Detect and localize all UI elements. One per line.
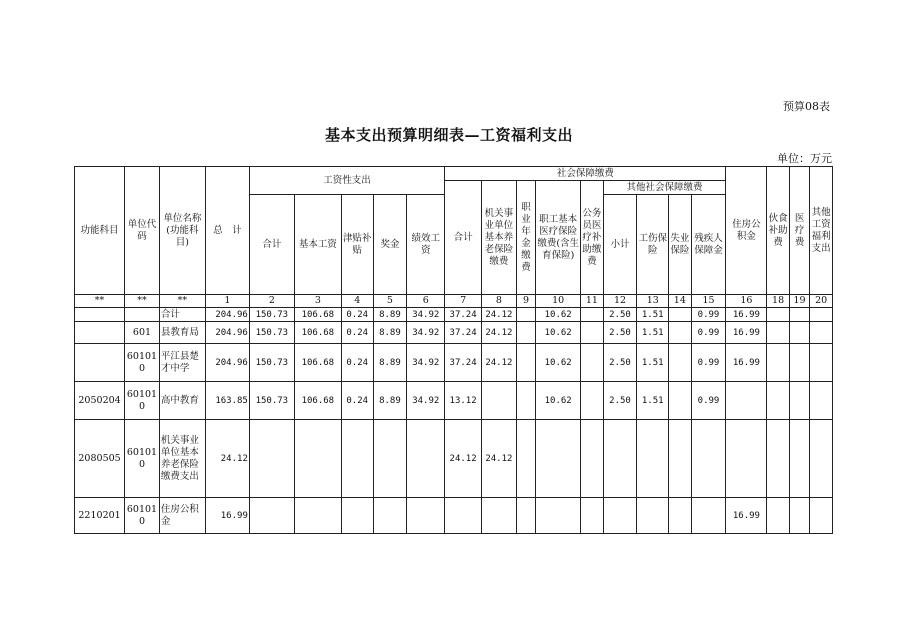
unit-name-cell: 合计: [159, 308, 205, 322]
table-row: [75, 382, 833, 420]
table-row: [75, 344, 833, 382]
value-cell: [810, 308, 833, 322]
header-meal: 伙食补助费: [767, 167, 789, 295]
column-number-cell: 1: [205, 295, 249, 308]
column-number-cell: 3: [294, 295, 341, 308]
value-cell: [726, 382, 767, 420]
value-cell: [789, 322, 809, 344]
value-cell: 0.99: [691, 322, 726, 344]
header-merit: 绩效工资: [407, 195, 445, 295]
value-cell: 1.51: [637, 382, 669, 420]
value-cell: [810, 382, 833, 420]
value-cell: 0.99: [691, 344, 726, 382]
header-med-fee: 医疗费: [789, 167, 809, 295]
value-cell: 150.73: [249, 382, 294, 420]
header-social-group: 社会保障缴费: [445, 167, 726, 181]
value-cell: 150.73: [249, 308, 294, 322]
value-cell: [373, 498, 407, 534]
column-number-cell: 5: [373, 295, 407, 308]
value-cell: 0.99: [691, 308, 726, 322]
value-cell: [581, 344, 603, 382]
value-cell: 24.12: [482, 420, 517, 498]
header-housing: 住房公积金: [726, 167, 767, 295]
value-cell: [789, 344, 809, 382]
header-other-group: 其他社会保障缴费: [603, 181, 726, 195]
func-code-cell: 2080505: [75, 420, 125, 498]
value-cell: 106.68: [294, 344, 341, 382]
value-cell: [536, 498, 581, 534]
value-cell: [581, 420, 603, 498]
value-cell: [294, 498, 341, 534]
value-cell: 2.50: [603, 382, 637, 420]
func-code-cell: 2050204: [75, 382, 125, 420]
value-cell: 10.62: [536, 382, 581, 420]
value-cell: 34.92: [407, 308, 445, 322]
value-cell: 0.24: [341, 308, 373, 322]
value-cell: [341, 498, 373, 534]
column-number-cell: **: [125, 295, 160, 308]
column-number-cell: 4: [341, 295, 373, 308]
value-cell: 10.62: [536, 322, 581, 344]
value-cell: [726, 420, 767, 498]
value-cell: 13.12: [445, 382, 482, 420]
unit-name-cell: 平江县楚才中学: [159, 344, 205, 382]
value-cell: [767, 344, 789, 382]
func-code-cell: [75, 344, 125, 382]
value-cell: [249, 420, 294, 498]
value-cell: [810, 322, 833, 344]
value-cell: 204.96: [205, 344, 249, 382]
value-cell: [767, 498, 789, 534]
column-number-cell: 18: [767, 295, 789, 308]
unit-label: 单位：万元: [777, 152, 832, 165]
table-row: [75, 322, 833, 344]
value-cell: [407, 498, 445, 534]
value-cell: 204.96: [205, 322, 249, 344]
column-number-cell: 2: [249, 295, 294, 308]
value-cell: [516, 498, 535, 534]
value-cell: 16.99: [726, 344, 767, 382]
value-cell: [581, 382, 603, 420]
value-cell: [482, 498, 517, 534]
value-cell: 0.24: [341, 382, 373, 420]
value-cell: 150.73: [249, 322, 294, 344]
value-cell: 106.68: [294, 322, 341, 344]
value-cell: 1.51: [637, 344, 669, 382]
value-cell: [536, 420, 581, 498]
value-cell: 8.89: [373, 344, 407, 382]
value-cell: 106.68: [294, 382, 341, 420]
value-cell: [581, 322, 603, 344]
value-cell: 163.85: [205, 382, 249, 420]
value-cell: [789, 498, 809, 534]
value-cell: [669, 420, 691, 498]
value-cell: [516, 322, 535, 344]
value-cell: [482, 382, 517, 420]
column-number-cell: 14: [669, 295, 691, 308]
value-cell: [810, 344, 833, 382]
value-cell: [516, 344, 535, 382]
header-unit-code: 单位代码: [125, 167, 160, 295]
value-cell: 10.62: [536, 308, 581, 322]
column-number-cell: 15: [691, 295, 726, 308]
header-other-subtotal: 小计: [603, 195, 637, 295]
header-annuity: 职业年金缴费: [516, 181, 535, 295]
value-cell: 2.50: [603, 308, 637, 322]
value-cell: 0.24: [341, 322, 373, 344]
value-cell: [637, 498, 669, 534]
value-cell: 1.51: [637, 308, 669, 322]
value-cell: [637, 420, 669, 498]
unit-name-cell: 县教育局: [159, 322, 205, 344]
value-cell: 34.92: [407, 382, 445, 420]
column-number-cell: **: [159, 295, 205, 308]
value-cell: [691, 498, 726, 534]
value-cell: [669, 382, 691, 420]
value-cell: [516, 420, 535, 498]
value-cell: [373, 420, 407, 498]
value-cell: [249, 498, 294, 534]
value-cell: [669, 308, 691, 322]
column-number-cell: 7: [445, 295, 482, 308]
header-injury: 工伤保险: [637, 195, 669, 295]
value-cell: 204.96: [205, 308, 249, 322]
header-pension: 机关事业单位基本养老保险缴费: [482, 181, 517, 295]
unit-code-cell: 601010: [125, 382, 160, 420]
value-cell: 24.12: [482, 344, 517, 382]
value-cell: 16.99: [726, 322, 767, 344]
value-cell: [767, 420, 789, 498]
table-row: [75, 498, 833, 534]
value-cell: [691, 420, 726, 498]
value-cell: [669, 344, 691, 382]
value-cell: [407, 420, 445, 498]
header-medical: 职工基本医疗保险缴费(含生育保险): [536, 181, 581, 295]
func-code-cell: 2210201: [75, 498, 125, 534]
value-cell: [789, 382, 809, 420]
header-unemployment: 失业保险: [669, 195, 691, 295]
header-social-total: 合计: [445, 181, 482, 295]
header-civil-medical: 公务员医疗补助缴费: [581, 181, 603, 295]
value-cell: 24.12: [205, 420, 249, 498]
value-cell: [603, 420, 637, 498]
value-cell: 2.50: [603, 344, 637, 382]
value-cell: [767, 308, 789, 322]
value-cell: [341, 420, 373, 498]
value-cell: 2.50: [603, 322, 637, 344]
header-salary-group: 工资性支出: [249, 167, 444, 195]
value-cell: 24.12: [445, 420, 482, 498]
header-disability: 残疾人保障金: [691, 195, 726, 295]
value-cell: 37.24: [445, 322, 482, 344]
value-cell: 0.99: [691, 382, 726, 420]
column-number-row: [75, 295, 833, 308]
value-cell: 16.99: [726, 498, 767, 534]
unit-code-cell: 601: [125, 322, 160, 344]
value-cell: 8.89: [373, 382, 407, 420]
value-cell: 150.73: [249, 344, 294, 382]
header-total: 总 计: [205, 167, 249, 295]
form-number: 预算08表: [783, 100, 830, 113]
value-cell: [789, 420, 809, 498]
value-cell: [516, 308, 535, 322]
table-row: [75, 420, 833, 498]
column-number-cell: 11: [581, 295, 603, 308]
unit-name-cell: 机关事业单位基本养老保险缴费支出: [159, 420, 205, 498]
column-number-cell: 8: [482, 295, 517, 308]
document-title: 基本支出预算明细表—工资福利支出: [324, 126, 573, 144]
column-number-cell: 12: [603, 295, 637, 308]
unit-code-cell: 601010: [125, 344, 160, 382]
column-number-cell: 9: [516, 295, 535, 308]
value-cell: [669, 322, 691, 344]
value-cell: [669, 498, 691, 534]
unit-code-cell: [125, 308, 160, 322]
header-other-welfare: 其他工资福利支出: [810, 167, 833, 295]
value-cell: [789, 308, 809, 322]
value-cell: 0.24: [341, 344, 373, 382]
value-cell: 106.68: [294, 308, 341, 322]
value-cell: 8.89: [373, 308, 407, 322]
value-cell: [516, 382, 535, 420]
value-cell: 24.12: [482, 308, 517, 322]
value-cell: [767, 382, 789, 420]
value-cell: 1.51: [637, 322, 669, 344]
table-row: [75, 308, 833, 322]
header-salary-total: 合计: [249, 195, 294, 295]
value-cell: [581, 308, 603, 322]
value-cell: [767, 322, 789, 344]
value-cell: 34.92: [407, 344, 445, 382]
value-cell: 16.99: [726, 308, 767, 322]
value-cell: [445, 498, 482, 534]
value-cell: 34.92: [407, 322, 445, 344]
column-number-cell: 20: [810, 295, 833, 308]
unit-code-cell: 601010: [125, 498, 160, 534]
column-number-cell: 16: [726, 295, 767, 308]
value-cell: 37.24: [445, 308, 482, 322]
header-allowance: 津贴补贴: [341, 195, 373, 295]
column-number-cell: 6: [407, 295, 445, 308]
func-code-cell: [75, 322, 125, 344]
func-code-cell: [75, 308, 125, 322]
column-number-cell: 19: [789, 295, 809, 308]
unit-code-cell: 601010: [125, 420, 160, 498]
value-cell: [810, 498, 833, 534]
value-cell: [581, 498, 603, 534]
value-cell: 8.89: [373, 322, 407, 344]
value-cell: [294, 420, 341, 498]
header-bonus: 奖金: [373, 195, 407, 295]
budget-table: [74, 166, 833, 534]
header-unit-name: 单位名称(功能科目): [159, 167, 205, 295]
value-cell: 10.62: [536, 344, 581, 382]
data-rows: [75, 308, 833, 534]
value-cell: 24.12: [482, 322, 517, 344]
value-cell: 37.24: [445, 344, 482, 382]
value-cell: 16.99: [205, 498, 249, 534]
value-cell: [810, 420, 833, 498]
header-func-code: 功能科目: [75, 167, 125, 295]
column-number-cell: **: [75, 295, 125, 308]
unit-name-cell: 高中教育: [159, 382, 205, 420]
column-number-cell: 10: [536, 295, 581, 308]
value-cell: [603, 498, 637, 534]
unit-name-cell: 住房公积金: [159, 498, 205, 534]
column-number-cell: 13: [637, 295, 669, 308]
header-basic-salary: 基本工资: [294, 195, 341, 295]
